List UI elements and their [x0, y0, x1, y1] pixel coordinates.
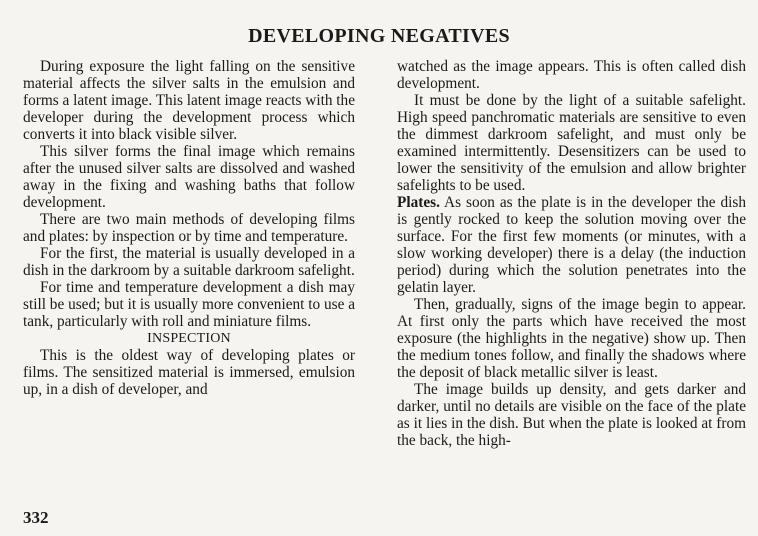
- paragraph: The image builds up density, and gets darker and darker, until no details are visible on the face of the plate as it lies in the dish. But when the plate is looked at from the back, the high-: [397, 381, 746, 449]
- paragraph: This is the oldest way of developing plates or films. The sensitized material is immersed, emulsion up, in a dish of developer, and: [23, 347, 355, 398]
- section-heading: INSPECTION: [147, 331, 231, 346]
- paragraph: Then, gradually, signs of the image begin to appear. At first only the parts which have received the most exposure (the highlights in the negative) show up. Then the medium tones follow, and finally the shadows where the deposit of black metallic silver is least.: [397, 296, 746, 381]
- paragraph-plates: [397, 194, 746, 296]
- paragraph: This silver forms the final image which remains after the unused silver salts are dissolved and washed away in the fixing and washing baths that follow development.: [23, 143, 355, 211]
- paragraph: It must be done by the light of a suitable safelight. High speed panchromatic materials are sensitive to even the dimmest darkroom safelight, and must only be examined intermittently. Desensitizers can be used to lower the sensitivity of the emulsion and allow brighter safelights to be used.: [397, 92, 746, 194]
- paragraph-continuation: watched as the image appears. This is often called dish development.: [397, 58, 746, 92]
- paragraph: For time and temperature development a dish may still be used; but it is usually more convenient to use a tank, particularly with roll and miniature films.: [23, 279, 355, 330]
- page-title: DEVELOPING NEGATIVES: [248, 25, 510, 47]
- paragraph: There are two main methods of developing films and plates: by inspection or by time and temperature.: [23, 211, 355, 245]
- left-column: [23, 58, 355, 398]
- paragraph: For the first, the material is usually developed in a dish in the darkroom by a suitable darkroom safelight.: [23, 245, 355, 279]
- paragraph-text: As soon as the plate is in the developer the dish is gently rocked to keep the solution moving over the surface. For the first few moments (or minutes, with a slow working developer) there is a delay (the induction period) during which the solution penetrates into the gelatin layer.: [397, 194, 746, 296]
- right-column: [397, 58, 746, 449]
- show-through-text: [470, 0, 472, 10]
- run-in-heading: Plates.: [397, 194, 440, 211]
- page-number: 332: [23, 508, 49, 527]
- paragraph: During exposure the light falling on the sensitive material affects the silver salts in the emulsion and forms a latent image. This latent image reacts with the developer during the development process which converts it into black visible silver.: [23, 58, 355, 143]
